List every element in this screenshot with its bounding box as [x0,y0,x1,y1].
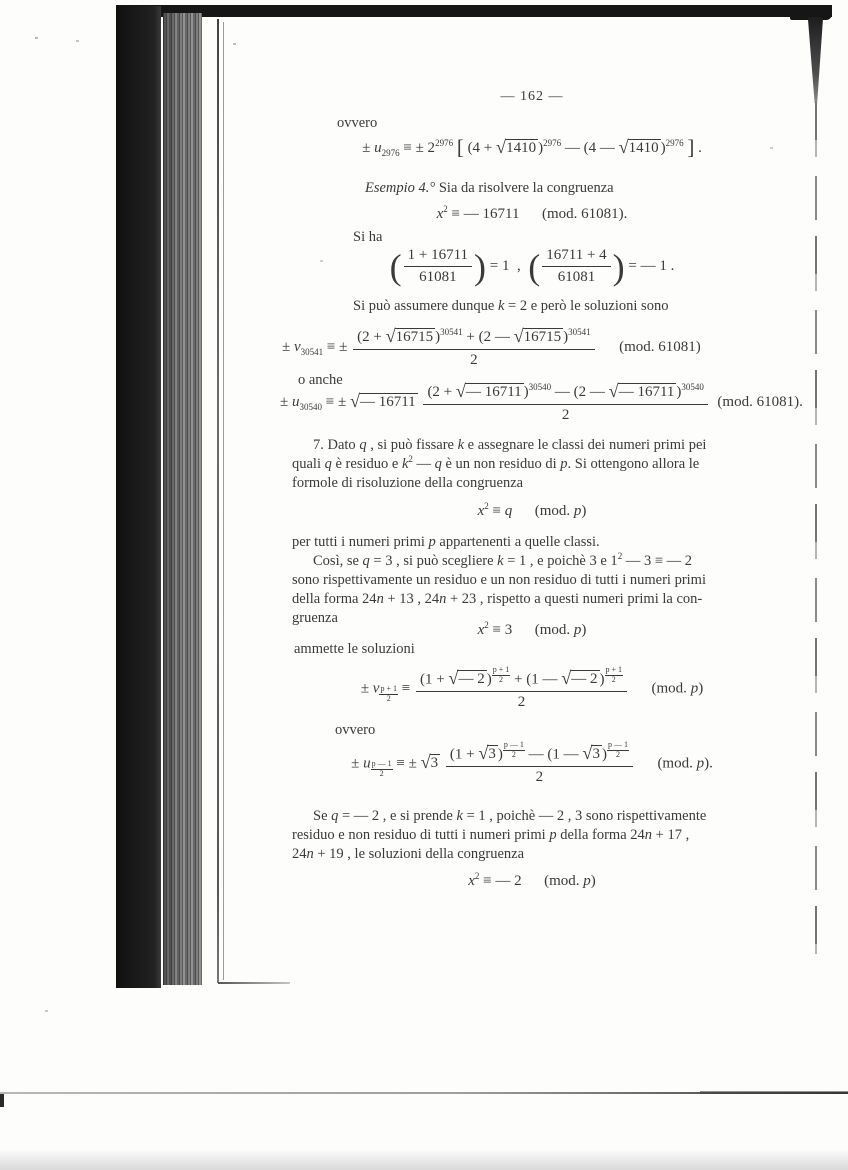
para-cosi: Così, se q = 3 , si può scegliere k = 1 , e poichè 3 e $1^2$ — 3 ≡ — 2 sono rispettivamente un residuo e un non residuo di tutti i numeri primi della forma 24n + 13 , 24n + 23 , rispetto a questi numeri primi la con- gruenza [292,551,706,626]
para-esempio: Esempio 4.° Sia da risolvere la congruenza [365,180,614,196]
label-si-ha: Si ha [353,229,383,245]
book-spine-shadow [116,6,161,988]
para-per-tutti: per tutti i numeri primi p appartenenti a quelle classi. [292,534,600,550]
formula-v-p-piu-1: ± v $_{\frac{p + 1}{2}}$ ≡ (1 + √— 2 ) $^{\frac{p + 1}{2}}$ + (1 — √— 2 ) $^{\frac{p + 1}{2}}$ 2 (mod. p) [360,665,704,711]
page-edge-line-inner [223,22,224,980]
formula-u-p-meno-1: ± u $_{\frac{p — 1}{2}}$ ≡ ± √3 (1 + √3 ) $^{\frac{p — 1}{2}}$ — (1 — √3 ) $^{\frac{p — 1}{2}}$ 2 (mod. p). [351,740,713,786]
dust-specks [35,37,38,39]
para-se-q: Se q = — 2 , e si prende k = 1 , poichè — 2 , 3 sono rispettivamente residuo e non residuo di tutti i numeri primi p della forma 24n + 17 , 24n + 19 , le soluzioni della congruenza [292,808,707,862]
page-number: — 162 — [500,89,564,104]
formula-u30540: ± $u_{30540}$ ≡ ± √— 16711 $\frac{(2 + √— 16711 )^{30540} — (2 — √— 16711 )^{30540}}{2}$ (mod. 61081). [280,381,803,424]
para-si-puo: Si può assumere dunque k = 2 e però le soluzioni sono [353,298,669,314]
eq-x-meno-2: $x^2$ ≡ — 2 (mod. p) [468,871,596,889]
platen-edge-nub [0,1094,4,1107]
page-content [280,0,803,1170]
label-ovvero-1: ovvero [337,115,378,131]
book-page-edges-stack [163,13,202,985]
page-bottom-edge-line [218,982,290,984]
facing-page-shadow-wedge [806,17,824,103]
label-o-anche: o anche [298,372,343,388]
eq-x-3: $x^2 \equiv 3$ (mod. p) [477,620,587,638]
formula-v30541: ± $v_{30541}$ ≡ ± $\frac{(2 + √16715 )^{30541} + (2 — √16715 )^{30541}}{2}$ (mod. 61081) [282,326,701,369]
label-ovvero-2: ovvero [335,722,376,738]
page-edge-line-outer [217,19,219,983]
label-ammette: ammette le soluzioni [294,641,415,657]
eq-congruenza-16711: $x^2$ ≡ — 16711 (mod. 61081). [436,204,628,222]
para-7-dato: 7. Dato q , si può fissare k e assegnare le classi dei numeri primi pei quali q è residuo e $k^2$ — q è un non residuo di p. Si ottengono allora le formole di risoluzione della congruenza [292,437,707,491]
eq-legendre: ( $\frac{1 + 16711}{61081}$ ) = 1 , ( $\frac{16711 + 4}{61081}$ ) = — 1 . [389,246,675,287]
eq-x-q: $x^2 \equiv q$ (mod. p) [477,501,587,519]
formula-u2976: ± $u_{2976}$ ≡ ± $2^{2976}$ [ (4 + √1410 )$^{2976}$ — (4 — √1410 )$^{2976}$ ] . [362,135,702,159]
